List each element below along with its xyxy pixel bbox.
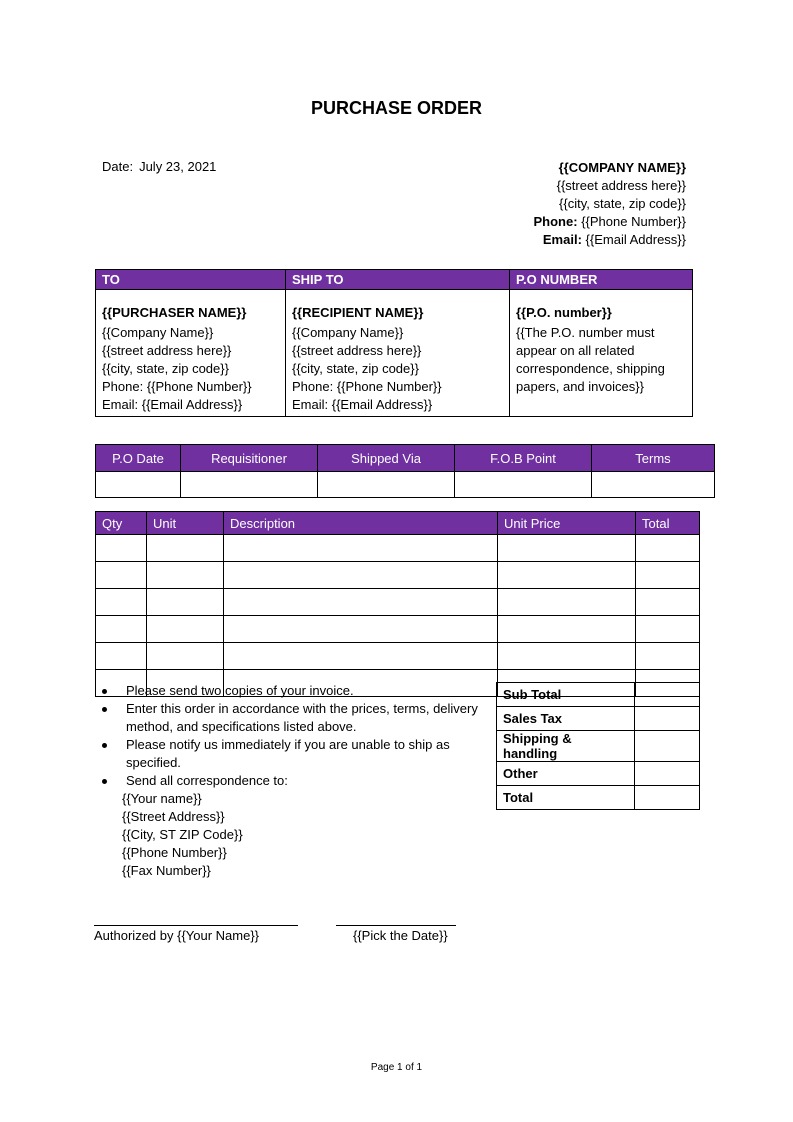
- date-signature-line[interactable]: [336, 925, 456, 926]
- header-unit: Unit: [147, 512, 224, 535]
- po-date-cell[interactable]: [96, 472, 181, 498]
- items-table: [95, 511, 700, 697]
- purchaser-name: {{PURCHASER NAME}}: [102, 305, 247, 320]
- item-row: [96, 616, 700, 643]
- unit-cell[interactable]: [147, 535, 224, 562]
- note-text: Send all correspondence to:: [126, 773, 288, 788]
- po-line: correspondence, shipping: [516, 361, 665, 376]
- note-item: [102, 772, 482, 790]
- total-cell[interactable]: [636, 535, 700, 562]
- header-requisitioner: Requisitioner: [181, 445, 318, 472]
- ship-to-line: Phone: {{Phone Number}}: [292, 379, 442, 394]
- qty-cell[interactable]: [96, 643, 147, 670]
- header-po-date: P.O Date: [96, 445, 181, 472]
- po-line: {{The P.O. number must: [516, 325, 655, 340]
- unit-price-cell[interactable]: [498, 643, 636, 670]
- contact-line: {{City, ST ZIP Code}}: [122, 827, 243, 842]
- correspondence-contacts: [122, 790, 482, 880]
- contact-line: {{Fax Number}}: [122, 863, 211, 878]
- note-item: [102, 700, 482, 736]
- description-cell[interactable]: [224, 616, 498, 643]
- unit-cell[interactable]: [147, 643, 224, 670]
- unit-price-cell[interactable]: [498, 616, 636, 643]
- total-cell[interactable]: [636, 643, 700, 670]
- header-ship-to: SHIP TO: [286, 270, 510, 290]
- total-cell[interactable]: [636, 562, 700, 589]
- shipping-value[interactable]: [635, 731, 700, 762]
- description-cell[interactable]: [224, 535, 498, 562]
- fob-point-cell[interactable]: [455, 472, 592, 498]
- description-cell[interactable]: [224, 643, 498, 670]
- po-number: {{P.O. number}}: [516, 305, 612, 320]
- page-footer: Page 1 of 1: [370, 1062, 423, 1073]
- unit-cell[interactable]: [147, 562, 224, 589]
- unit-price-cell[interactable]: [498, 589, 636, 616]
- to-line: {{street address here}}: [102, 343, 232, 358]
- qty-cell[interactable]: [96, 562, 147, 589]
- header-po-number: P.O NUMBER: [510, 270, 693, 290]
- to-line: {{city, state, zip code}}: [102, 361, 229, 376]
- company-city: {{city, state, zip code}}: [559, 196, 686, 211]
- company-email-label: Email:: [542, 232, 582, 247]
- totals-table: [496, 682, 700, 810]
- bullet-icon: [102, 743, 107, 748]
- qty-cell[interactable]: [96, 589, 147, 616]
- shipping-table: [95, 444, 715, 498]
- other-value[interactable]: [635, 762, 700, 786]
- note-text: Please notify us immediately if you are unable to ship as specified.: [126, 737, 450, 770]
- header-qty: Qty: [96, 512, 147, 535]
- contact-line: {{Street Address}}: [122, 809, 225, 824]
- unit-cell[interactable]: [147, 616, 224, 643]
- company-name: {{COMPANY NAME}}: [558, 160, 686, 175]
- ship-to-line: {{street address here}}: [292, 343, 422, 358]
- subtotal-label: Sub Total: [497, 683, 635, 707]
- authorized-signature-line[interactable]: [94, 925, 298, 926]
- date-label: Date:: [102, 159, 134, 174]
- po-line: appear on all related: [516, 343, 635, 358]
- header-terms: Terms: [592, 445, 715, 472]
- to-line: Email: {{Email Address}}: [102, 397, 243, 412]
- pick-date-label: {{Pick the Date}}: [353, 928, 448, 943]
- contact-line: {{Phone Number}}: [122, 845, 227, 860]
- company-email: {{Email Address}}: [585, 232, 686, 247]
- order-date: [102, 159, 222, 174]
- total-cell[interactable]: [636, 616, 700, 643]
- notes: [102, 682, 482, 880]
- item-row: [96, 562, 700, 589]
- header-fob-point: F.O.B Point: [455, 445, 592, 472]
- ship-to-cell: [286, 290, 510, 417]
- to-line: {{Company Name}}: [102, 325, 214, 340]
- terms-cell[interactable]: [592, 472, 715, 498]
- total-label: Total: [497, 786, 635, 810]
- bullet-icon: [102, 707, 107, 712]
- po-line: papers, and invoices}}: [516, 379, 644, 394]
- qty-cell[interactable]: [96, 616, 147, 643]
- item-row: [96, 589, 700, 616]
- to-line: Phone: {{Phone Number}}: [102, 379, 252, 394]
- header-shipped-via: Shipped Via: [318, 445, 455, 472]
- date-value: July 23, 2021: [139, 159, 217, 174]
- header-to: TO: [96, 270, 286, 290]
- unit-cell[interactable]: [147, 589, 224, 616]
- description-cell[interactable]: [224, 562, 498, 589]
- total-value[interactable]: [635, 786, 700, 810]
- company-phone-label: Phone:: [533, 214, 578, 229]
- ship-to-line: Email: {{Email Address}}: [292, 397, 433, 412]
- note-text: Please send two copies of your invoice.: [126, 683, 354, 698]
- company-phone: {{Phone Number}}: [581, 214, 686, 229]
- unit-price-cell[interactable]: [498, 562, 636, 589]
- item-row: [96, 535, 700, 562]
- ship-to-line: {{city, state, zip code}}: [292, 361, 419, 376]
- authorized-label: Authorized by {{Your Name}}: [94, 928, 260, 943]
- company-info: [534, 159, 687, 249]
- header-total: Total: [636, 512, 700, 535]
- total-cell[interactable]: [636, 589, 700, 616]
- item-row: [96, 643, 700, 670]
- description-cell[interactable]: [224, 589, 498, 616]
- bullet-icon: [102, 689, 107, 694]
- address-table: [95, 269, 693, 417]
- po-number-cell: [510, 290, 693, 417]
- unit-price-cell[interactable]: [498, 535, 636, 562]
- sales-tax-label: Sales Tax: [497, 707, 635, 731]
- subtotal-value[interactable]: [635, 683, 700, 707]
- header-description: Description: [224, 512, 498, 535]
- to-cell: [96, 290, 286, 417]
- requisitioner-cell[interactable]: [181, 472, 318, 498]
- ship-to-line: {{Company Name}}: [292, 325, 404, 340]
- note-item: [102, 736, 482, 772]
- page-title: PURCHASE ORDER: [310, 98, 483, 118]
- qty-cell[interactable]: [96, 535, 147, 562]
- sales-tax-value[interactable]: [635, 707, 700, 731]
- shipped-via-cell[interactable]: [318, 472, 455, 498]
- shipping-label: Shipping & handling: [497, 731, 635, 762]
- company-street: {{street address here}}: [556, 178, 686, 193]
- note-item: [102, 682, 482, 700]
- other-label: Other: [497, 762, 635, 786]
- recipient-name: {{RECIPIENT NAME}}: [292, 305, 424, 320]
- bullet-icon: [102, 779, 107, 784]
- contact-line: {{Your name}}: [122, 791, 202, 806]
- note-text: Enter this order in accordance with the prices, terms, delivery method, and specifications listed above.: [126, 701, 478, 734]
- header-unit-price: Unit Price: [498, 512, 636, 535]
